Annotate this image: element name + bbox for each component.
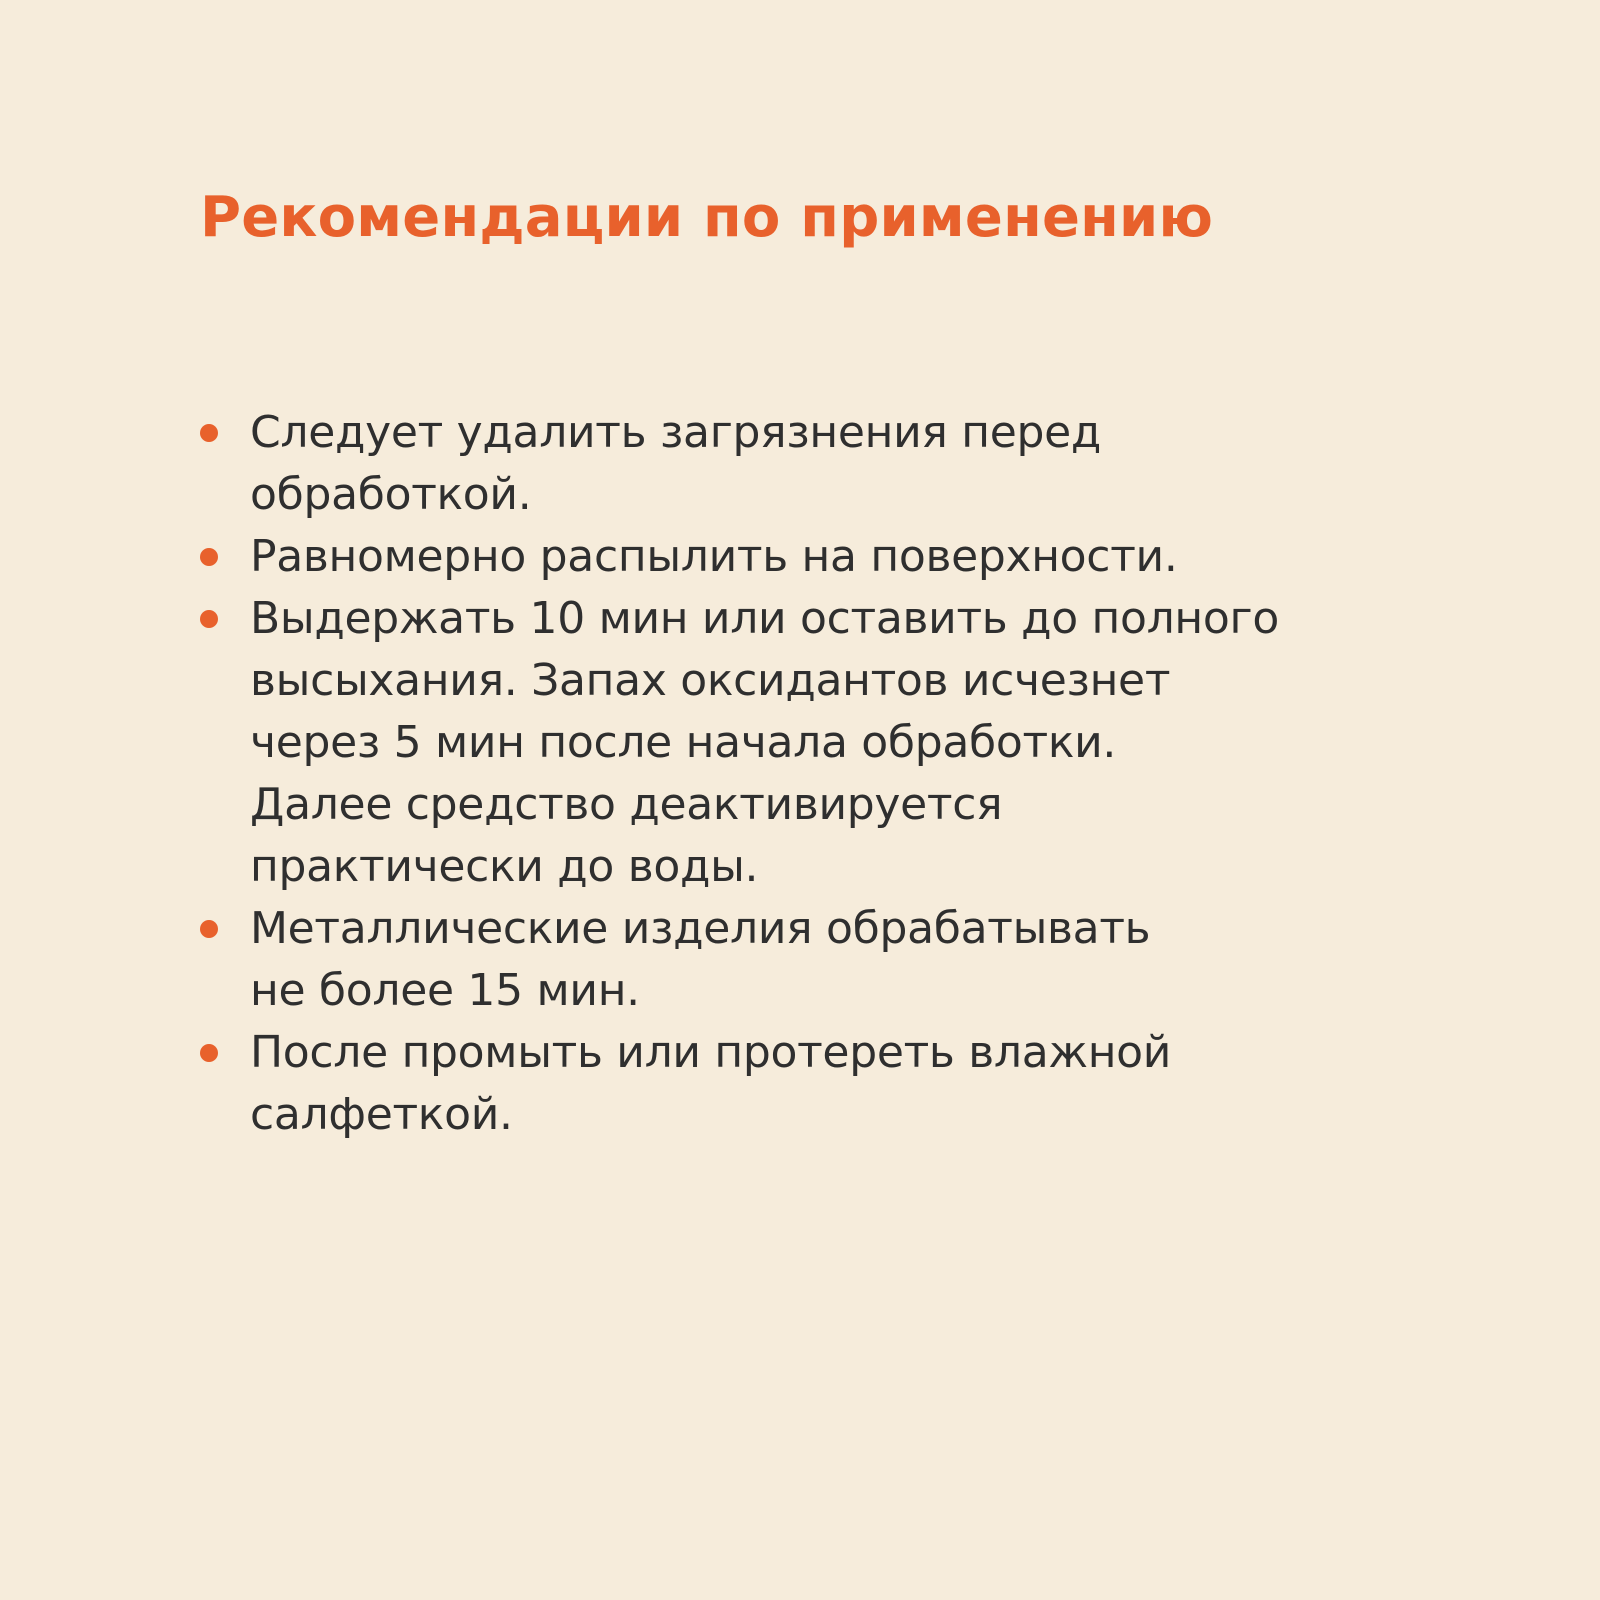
list-item-line: Следует удалить загрязнения перед [250,407,1102,458]
list-item-line: через 5 мин после начала обработки. [250,717,1117,768]
list-item [194,526,1404,588]
list-item [194,402,1404,526]
list-item [194,588,1404,898]
list-item [194,898,1404,1022]
list-item-line: Выдержать 10 мин или оставить до полного [250,593,1279,644]
bullet-dot-icon [200,424,218,442]
list-item-line: практически до воды. [250,841,759,892]
list-item-line: Равномерно распылить на поверхности. [250,531,1178,582]
list-item-line: высыхания. Запах оксидантов исчезнет [250,655,1171,706]
page-title: Рекомендации по применению [200,185,1214,250]
bullet-dot-icon [200,610,218,628]
list-item-line: обработкой. [250,469,532,520]
list-item-line: не более 15 мин. [250,965,640,1016]
list-item-line: салфеткой. [250,1089,513,1140]
list-item-line: Металлические изделия обрабатывать [250,903,1151,954]
recommendations-list [194,402,1404,1146]
bullet-dot-icon [200,1044,218,1062]
list-item [194,1022,1404,1146]
bullet-dot-icon [200,548,218,566]
list-item-line: Далее средство деактивируется [250,779,1003,830]
list-item-line: После промыть или протереть влажной [250,1027,1172,1078]
bullet-dot-icon [200,920,218,938]
